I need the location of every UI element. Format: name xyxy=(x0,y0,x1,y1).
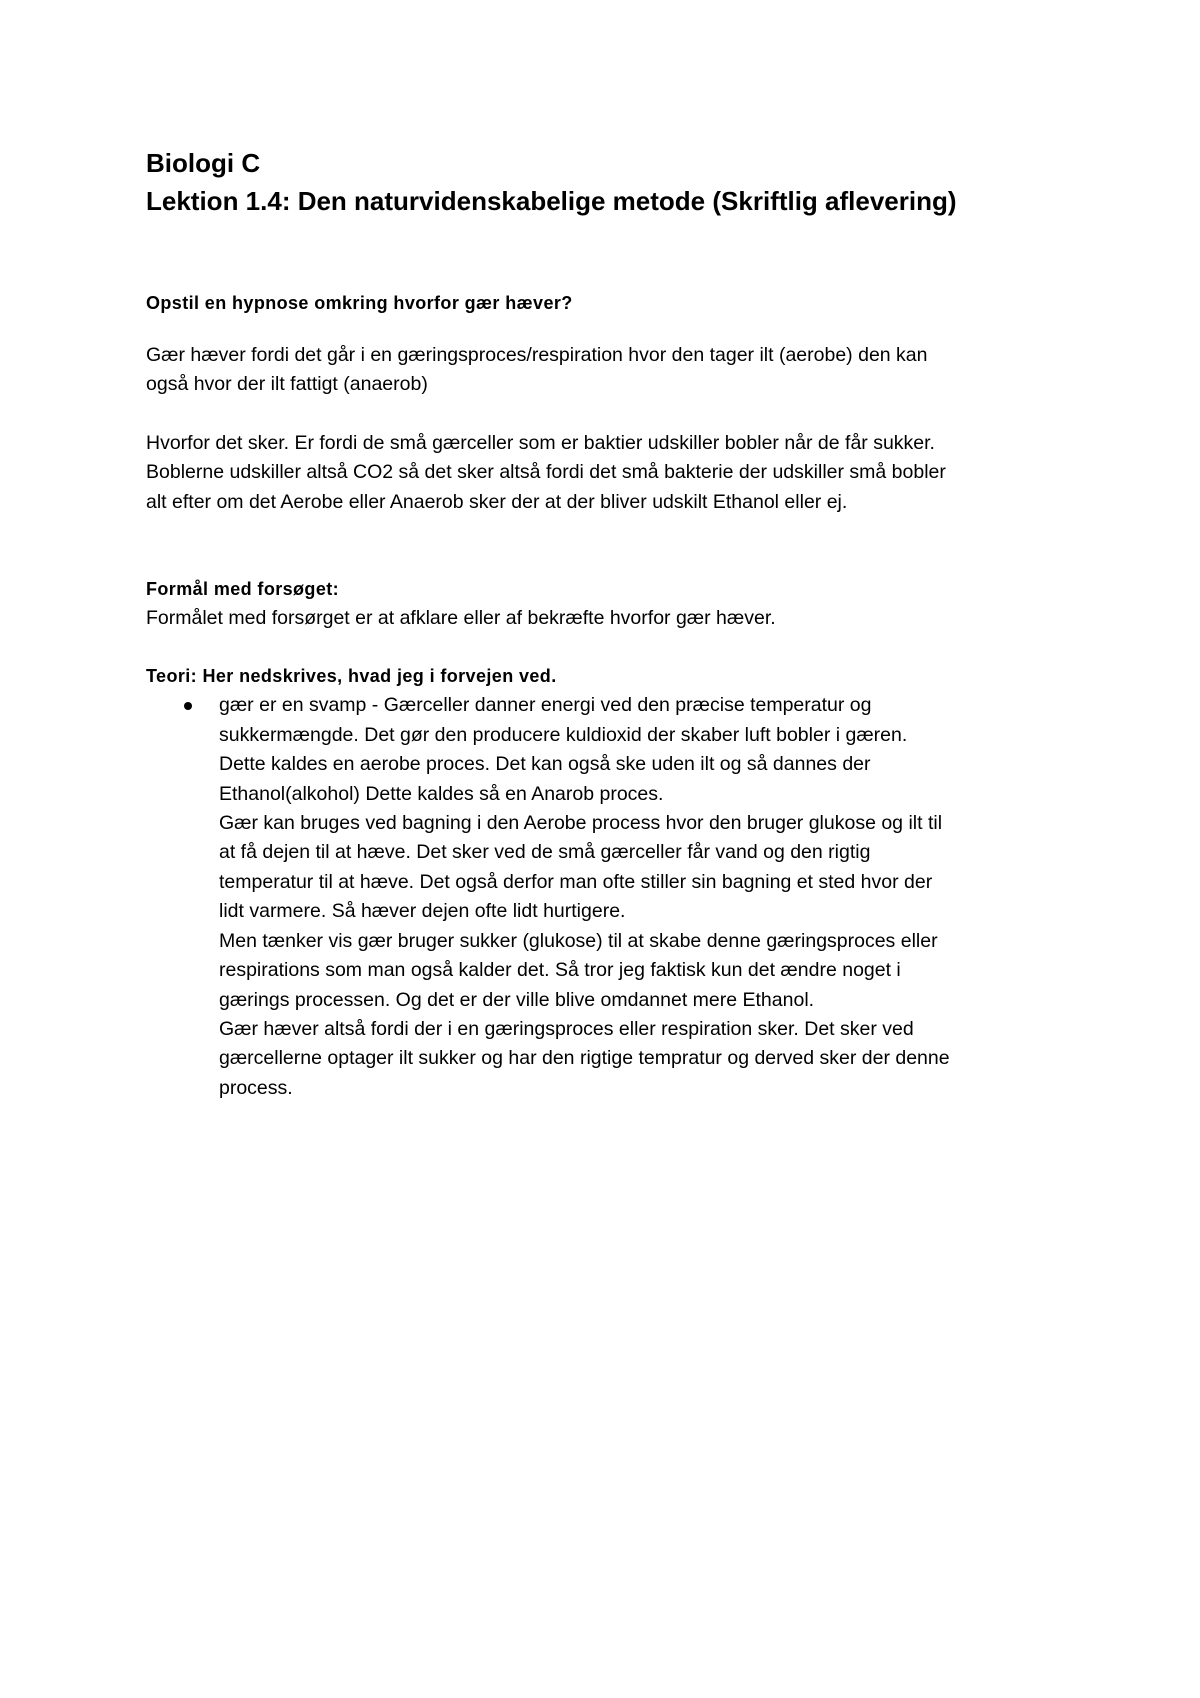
text-line: gærings processen. Og det er der ville blive omdannet mere Ethanol. xyxy=(219,988,815,1011)
text-line: Gær kan bruges ved bagning i den Aerobe process hvor den bruger glukose og ilt til xyxy=(219,812,943,835)
text-line: temperatur til at hæve. Det også derfor man ofte stiller sin bagning et sted hvor der xyxy=(219,870,933,893)
text-line: Gær hæver fordi det går i en gæringsproces/respiration hvor den tager ilt (aerobe) den kan xyxy=(146,344,928,366)
text-line: gærcellerne optager ilt sukker og har den rigtige tempratur og derved sker der denne xyxy=(219,1047,950,1070)
text-line: process. xyxy=(219,1076,293,1099)
hypothesis-question: Opstil en hypnose omkring hvorfor gær hæver? xyxy=(146,293,573,313)
text-line: lidt varmere. Så hæver dejen ofte lidt hurtigere. xyxy=(219,900,626,923)
text-line: Dette kaldes en aerobe proces. Det kan også ske uden ilt og så dannes der xyxy=(219,753,871,776)
hypothesis-answer xyxy=(146,341,1060,400)
course-title: Biologi C xyxy=(146,148,261,178)
text-line: Men tænker vis gær bruger sukker (glukose) til at skabe denne gæringsproces eller xyxy=(219,929,938,952)
text-line: Ethanol(alkohol) Dette kaldes så en Anarob proces. xyxy=(219,782,664,805)
lesson-title: Lektion 1.4: Den naturvidenskabelige metode (Skriftlig aflevering) xyxy=(146,186,957,216)
purpose-text: Formålet med forsørget er at afklare eller af bekræfte hvorfor gær hæver. xyxy=(146,607,776,630)
text-line: Gær hæver altså fordi der i en gæringsproces eller respiration sker. Det sker ved xyxy=(219,1017,914,1040)
bullet-icon xyxy=(184,702,192,710)
text-line: Boblerne udskiller altså CO2 så det sker altså fordi det små bakterie der udskiller små bobler xyxy=(146,461,946,484)
theory-heading: Teori: Her nedskrives, hvad jeg i forvejen ved. xyxy=(146,666,557,687)
text-line: alt efter om det Aerobe eller Anaerob sker der at der bliver udskilt Ethanol eller ej. xyxy=(146,490,848,513)
theory-list xyxy=(146,691,1060,1103)
text-line: at få dejen til at hæve. Det sker ved de små gærceller får vand og den rigtig xyxy=(219,841,871,864)
text-line: også hvor der ilt fattigt (anaerob) xyxy=(146,373,428,396)
text-line: Hvorfor det sker. Er fordi de små gærceller som er baktier udskiller bobler når de får sukker. xyxy=(146,431,935,454)
list-item xyxy=(219,691,1060,1103)
hypothesis-why xyxy=(146,429,1060,517)
purpose-heading: Formål med forsøget: xyxy=(146,579,340,600)
text-line: sukkermængde. Det gør den producere kuldioxid der skaber luft bobler i gæren. xyxy=(219,723,908,746)
text-line: respirations som man også kalder det. Så tror jeg faktisk kun det ændre noget i xyxy=(219,959,901,982)
text-line: gær er en svamp - Gærceller danner energi ved den præcise temperatur og xyxy=(219,694,872,717)
